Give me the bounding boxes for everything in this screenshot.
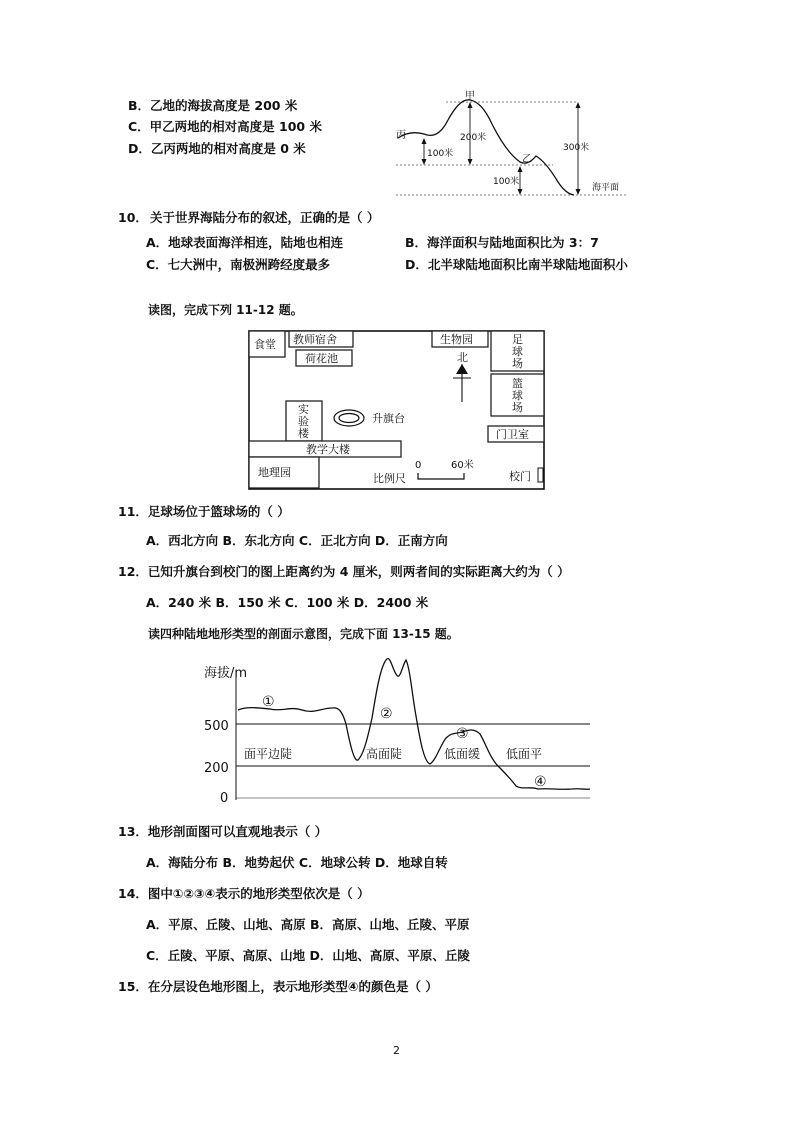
q12-options: A．240 米 B．150 米 C．100 米 D．2400 米 [146,595,429,610]
height-300-label: 300米 [563,143,590,153]
q10-stem: 关于世界海陆分布的叙述，正确的是（ ） [150,210,380,225]
terrain-label-1: 面平边陡 [244,747,293,761]
tick-500: 500 [204,719,229,734]
canteen-label: 食堂 [254,338,276,351]
intro-11-12: 读图，完成下列 11-12 题。 [148,303,303,317]
lab-label-2: 验 [298,415,309,428]
flag-platform-label: 升旗台 [372,412,405,425]
q11-options: A．西北方向 B．东北方向 C．正北方向 D．正南方向 [146,533,448,548]
basketball-label-2: 球 [512,389,523,402]
lotus-pond-label: 荷花池 [305,352,338,365]
teaching-building-label: 教学大楼 [306,443,350,456]
q9-option-d: D．乙丙两地的相对高度是 0 米 [128,141,306,156]
scale-zero-label: 0 [415,460,422,471]
q13-options: A．海陆分布 B．地势起伏 C．地球公转 D．地球自转 [146,855,448,870]
q11-stem: 11．足球场位于篮球场的（ ） [118,504,290,519]
q10-option-b: B．海洋面积与陆地面积比为 3：7 [405,235,599,250]
bing-label: 丙 [396,130,406,141]
mountain-elevation-figure [388,90,628,202]
q10-option-d: D．北半球陆地面积比南半球陆地面积小 [405,257,628,272]
q15-stem: 15．在分层设色地形图上，表示地形类型④的颜色是（ ） [118,979,438,994]
marker-4-icon: ④ [534,774,547,790]
page-number: 2 [393,1044,400,1057]
football-label-1: 足 [512,333,523,346]
height-200-label: 200米 [460,133,487,143]
campus-map [248,330,546,492]
marker-2-icon: ② [380,706,393,722]
north-label: 北 [457,351,468,364]
q14-options-line2: C．丘陵、平原、高原、山地 D．山地、高原、平原、丘陵 [146,948,470,963]
peak-jia-label: 甲 [465,91,475,102]
dorm-label: 教师宿舍 [293,333,337,346]
yi-label: 乙 [522,154,532,165]
height-100-right-label: 100米 [493,177,520,187]
terrain-label-3: 低面缓 [444,747,481,761]
q13-stem: 13．地形剖面图可以直观地表示（ ） [118,824,328,839]
landform-profile-figure [198,654,594,806]
profile-ylabel: 海拔/m [204,666,248,681]
q10-option-a: A．地球表面海洋相连，陆地也相连 [146,235,344,250]
q10-number: 10． [118,210,148,225]
scale-sixty-label: 60米 [451,460,474,471]
q10-option-c: C．七大洲中，南极洲跨经度最多 [146,257,331,272]
q12-stem: 12．已知升旗台到校门的图上距离约为 4 厘米，则两者间的实际距离大约为（ ） [118,564,570,579]
geo-garden-label: 地理园 [258,466,291,479]
tick-0: 0 [220,791,229,806]
gate-icon [538,468,543,482]
bio-garden-label: 生物园 [440,333,473,346]
basketball-label-3: 场 [512,401,523,414]
intro-13-15: 读四种陆地地形类型的剖面示意图，完成下面 13-15 题。 [148,627,459,641]
sea-level-label: 海平面 [592,183,620,193]
q9-option-c: C．甲乙两地的相对高度是 100 米 [128,119,322,134]
lab-label-1: 实 [298,403,309,416]
q14-options-line1: A．平原、丘陵、山地、高原 B．高原、山地、丘陵、平原 [146,917,470,932]
guard-room-label: 门卫室 [496,428,529,441]
basketball-label-1: 篮 [512,377,523,390]
terrain-label-2: 高面陡 [366,747,403,761]
football-label-2: 球 [512,345,523,358]
scale-label: 比例尺 [373,472,406,485]
marker-1-icon: ① [262,694,275,710]
marker-3-icon: ③ [456,726,469,742]
gate-label: 校门 [509,470,531,483]
lab-label-3: 楼 [298,427,309,440]
tick-200: 200 [204,761,229,776]
terrain-label-4: 低面平 [506,747,543,761]
football-label-3: 场 [512,357,523,370]
q9-option-b: B．乙地的海拔高度是 200 米 [128,98,298,113]
height-100-left-label: 100米 [427,149,454,159]
q14-stem: 14．图中①②③④表示的地形类型依次是（ ） [118,886,370,901]
